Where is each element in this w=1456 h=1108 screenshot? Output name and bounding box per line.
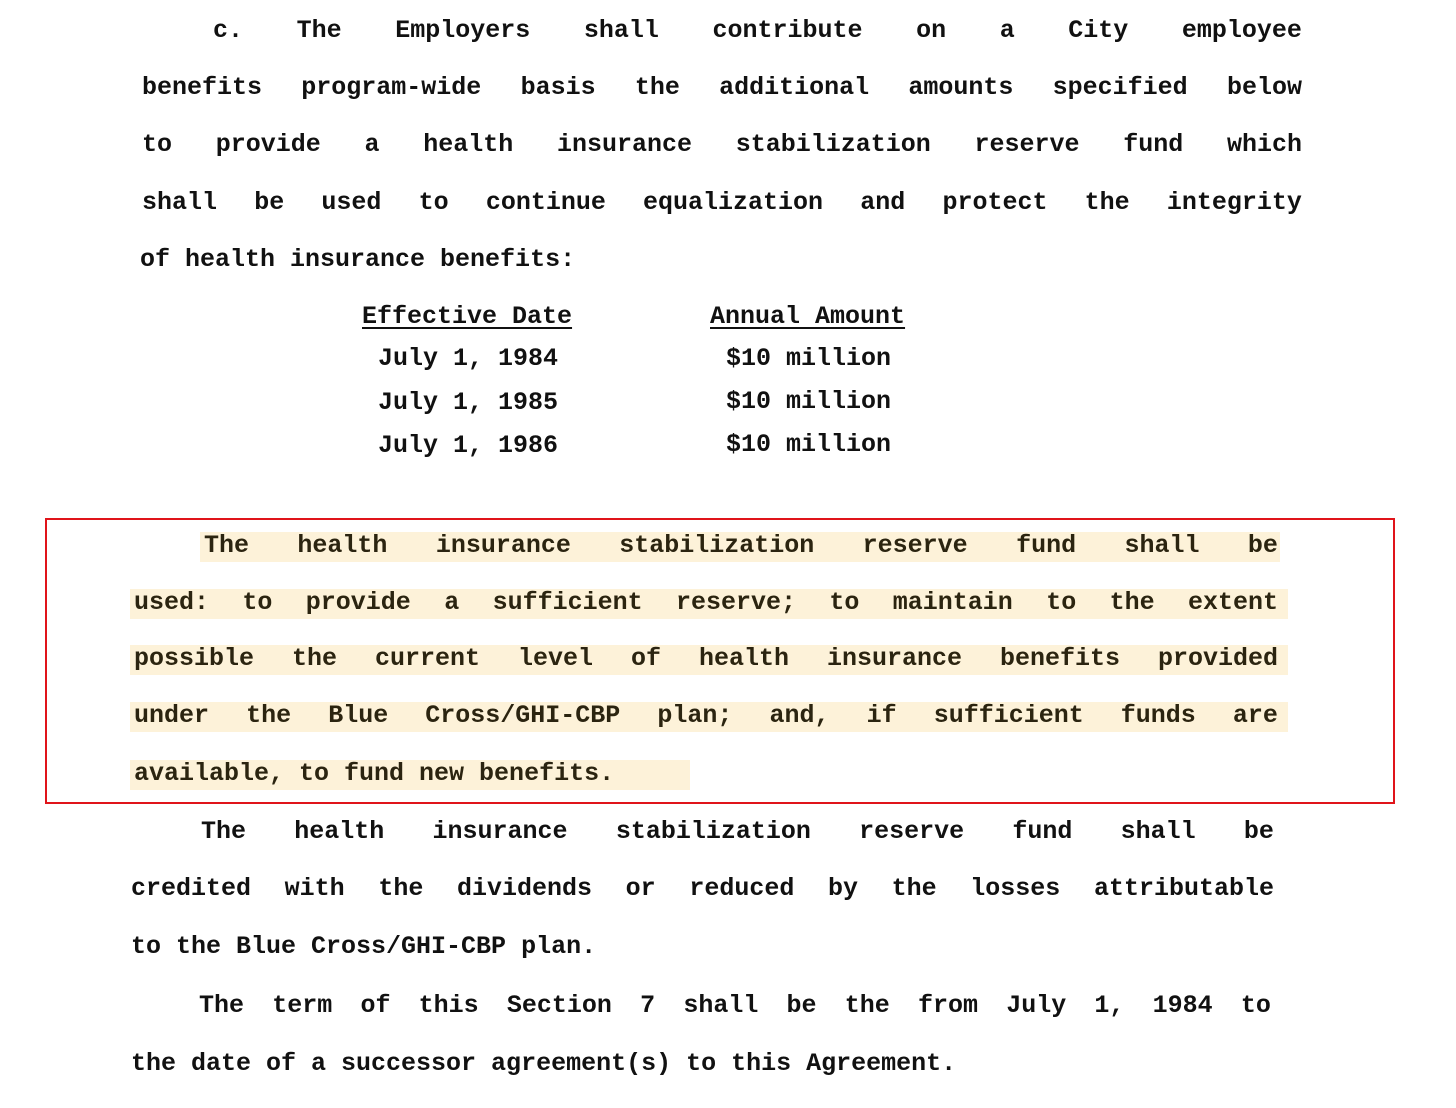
word: the xyxy=(1084,188,1130,217)
word: by xyxy=(827,874,858,903)
word: stabilization xyxy=(735,130,931,159)
para-credit-line-1 xyxy=(201,817,1274,847)
table-header-annual-amount: Annual Amount xyxy=(710,302,906,331)
word: a xyxy=(999,16,1015,45)
word: 7 xyxy=(640,991,656,1020)
word: used xyxy=(321,188,382,217)
para-c-line-1 xyxy=(213,16,1302,46)
word: which xyxy=(1226,130,1302,159)
para-c-line-4 xyxy=(142,188,1302,218)
word: level xyxy=(517,644,593,673)
word: to xyxy=(418,188,449,217)
word: are xyxy=(1232,701,1278,730)
word: to xyxy=(829,588,860,617)
word: The xyxy=(201,817,247,846)
table-row-3-date: July 1, 1986 xyxy=(378,431,559,460)
word: credited xyxy=(131,874,252,903)
para-credit-line-3: to the Blue Cross/GHI-CBP plan. xyxy=(131,932,597,961)
table-row-3-amount: $10 million xyxy=(726,430,892,459)
word: 1, xyxy=(1094,991,1125,1020)
word: equalization xyxy=(643,188,824,217)
word: losses xyxy=(970,874,1061,903)
word: provide xyxy=(305,588,411,617)
word: dividends xyxy=(456,874,593,903)
word: program-wide xyxy=(301,73,482,102)
word: provide xyxy=(215,130,321,159)
word: employee xyxy=(1181,16,1302,45)
word: shall xyxy=(142,188,218,217)
para-credit-line-2 xyxy=(131,874,1274,904)
word: contribute xyxy=(712,16,863,45)
word: The xyxy=(296,16,342,45)
word: funds xyxy=(1120,701,1196,730)
word: the xyxy=(891,874,937,903)
word: reserve xyxy=(974,130,1080,159)
word: used: xyxy=(134,588,210,617)
word: stabilization xyxy=(619,531,815,560)
word: The xyxy=(204,531,250,560)
word: benefits xyxy=(999,644,1120,673)
word: 1984 xyxy=(1152,991,1213,1020)
highlight-box xyxy=(45,518,1395,804)
table-row-1-amount: $10 million xyxy=(726,344,892,373)
word: health xyxy=(423,130,514,159)
word: or xyxy=(625,874,656,903)
word: provided xyxy=(1157,644,1278,673)
word: extent xyxy=(1187,588,1278,617)
word: protect xyxy=(942,188,1048,217)
word: a xyxy=(364,130,380,159)
word: and xyxy=(860,188,906,217)
word: to xyxy=(142,130,173,159)
word: this xyxy=(418,991,479,1020)
word: insurance xyxy=(826,644,962,673)
word: be xyxy=(1243,817,1274,846)
word: below xyxy=(1226,73,1302,102)
word: reserve xyxy=(862,531,968,560)
word: the xyxy=(378,874,424,903)
word: term xyxy=(272,991,333,1020)
word: reserve xyxy=(859,817,965,846)
word: shall xyxy=(683,991,759,1020)
table-row-1-date: July 1, 1984 xyxy=(378,344,559,373)
para-c-line-2 xyxy=(142,73,1302,103)
word: the xyxy=(634,73,680,102)
word: be xyxy=(254,188,285,217)
para-c-line-5: of health insurance benefits: xyxy=(140,245,576,274)
word: The xyxy=(199,991,245,1020)
word: of xyxy=(360,991,391,1020)
para-term-line-1 xyxy=(199,991,1271,1021)
word: the xyxy=(246,701,292,730)
word: of xyxy=(630,644,661,673)
word: possible xyxy=(134,644,255,673)
table-row-2-amount: $10 million xyxy=(726,387,892,416)
word: insurance xyxy=(556,130,692,159)
word: Section xyxy=(506,991,612,1020)
word: amounts xyxy=(908,73,1014,102)
word: with xyxy=(284,874,345,903)
word: health xyxy=(294,817,385,846)
word: insurance xyxy=(435,531,571,560)
word: shall xyxy=(583,16,659,45)
word: July xyxy=(1006,991,1067,1020)
word: the xyxy=(1109,588,1155,617)
word: fund xyxy=(1012,817,1073,846)
table-header-effective-date: Effective Date xyxy=(362,302,573,331)
para-c-line-3 xyxy=(142,130,1302,160)
word: reduced xyxy=(689,874,795,903)
word: basis xyxy=(520,73,596,102)
word: maintain xyxy=(892,588,1013,617)
word: c. xyxy=(213,16,244,45)
word: shall xyxy=(1124,531,1200,560)
word: be xyxy=(786,991,817,1020)
word: to xyxy=(1240,991,1271,1020)
word: shall xyxy=(1120,817,1196,846)
word: health xyxy=(297,531,388,560)
word: fund xyxy=(1123,130,1184,159)
word: sufficient xyxy=(933,701,1084,730)
word: health xyxy=(698,644,789,673)
word: Cross/GHI-CBP xyxy=(425,701,621,730)
word: attributable xyxy=(1093,874,1274,903)
word: and, xyxy=(769,701,830,730)
word: under xyxy=(134,701,210,730)
word: the xyxy=(292,644,338,673)
word: the xyxy=(844,991,890,1020)
word: be xyxy=(1247,531,1278,560)
word: stabilization xyxy=(615,817,811,846)
word: sufficient xyxy=(492,588,643,617)
word: fund xyxy=(1016,531,1077,560)
word: Employers xyxy=(395,16,531,45)
word: benefits xyxy=(142,73,263,102)
word: additional xyxy=(719,73,870,102)
word: current xyxy=(374,644,481,673)
word: specified xyxy=(1052,73,1188,102)
word: to xyxy=(242,588,273,617)
word: Blue xyxy=(328,701,389,730)
highlighted-para-line-5: available, to fund new benefits. xyxy=(134,759,615,788)
word: a xyxy=(444,588,460,617)
word: from xyxy=(917,991,978,1020)
word: City xyxy=(1068,16,1129,45)
word: if xyxy=(866,701,897,730)
para-term-line-2: the date of a successor agreement(s) to this Agreement. xyxy=(131,1049,957,1078)
word: insurance xyxy=(432,817,568,846)
word: reserve; xyxy=(675,588,797,617)
word: continue xyxy=(485,188,606,217)
word: plan; xyxy=(657,701,733,730)
table-row-2-date: July 1, 1985 xyxy=(378,388,559,417)
word: integrity xyxy=(1166,188,1302,217)
word: on xyxy=(916,16,947,45)
word: to xyxy=(1046,588,1077,617)
